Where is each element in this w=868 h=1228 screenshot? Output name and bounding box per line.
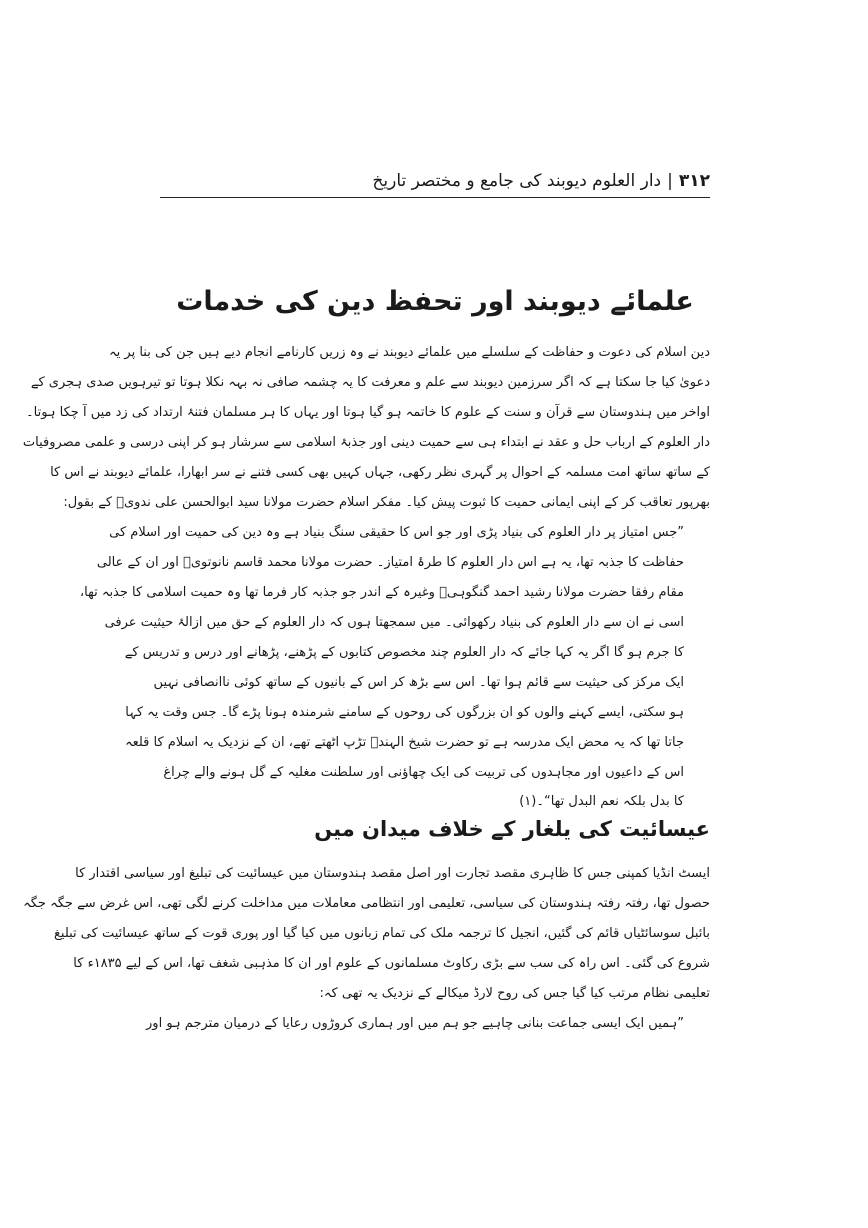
quote-line: مقام رفقا حضرت مولانا رشید احمد گنگوہیؒ وغیرہ کے اندر جو جذبہ کار فرما تھا وہ حمیت اسلامی کا جذبہ تھا، — [79, 585, 684, 600]
quote-line: ایک مرکز کی حیثیت سے قائم ہوا تھا۔ اس سے بڑھ کر اس کے بانیوں کے ساتھ کوئی ناانصافی نہیں — [153, 675, 684, 690]
book-title: دار العلوم دیوبند کی جامع و مختصر تاریخ — [372, 171, 662, 191]
page-number: ۳۱۲ — [678, 171, 710, 191]
quote-line: اسی نے ان سے دار العلوم کی بنیاد رکھوائی۔ میں سمجھتا ہوں کہ دار العلوم کے حق میں ازالۂ حیثیت عرفی — [104, 615, 684, 630]
quote-line: ہو سکتی، ایسے کہنے والوں کو ان بزرگوں کی روحوں کے سامنے شرمندہ ہونا پڑے گا۔ جس وقت یہ کہا — [125, 705, 684, 720]
paragraph-line: دعویٰ کیا جا سکتا ہے کہ اگر سرزمین دیوبند سے علم و معرفت کا یہ چشمہ صافی نہ بہہ نکلا ہوتا تو تیرہویں صدی ہجری کے — [30, 375, 710, 390]
quote-line: جاتا تھا کہ یہ محض ایک مدرسہ ہے تو حضرت شیخ الہندؒ تڑپ اٹھتے تھے، ان کے نزدیک یہ اسلام کا قلعہ — [124, 735, 684, 750]
quote-line: کا بدل بلکہ نعم البدل تھا“۔(۱) — [519, 794, 684, 809]
paragraph-line: دین اسلام کی دعوت و حفاظت کے سلسلے میں علمائے دیوبند نے وہ زریں کارنامے انجام دیے ہیں جن کی بنا پر یہ — [109, 345, 710, 360]
chapter-title: علمائے دیوبند اور تحفظ دین کی خدمات — [176, 286, 694, 317]
header-rule — [160, 197, 710, 198]
quote-line: ”ہمیں ایک ایسی جماعت بنانی چاہیے جو ہم میں اور ہماری کروڑوں رعایا کے درمیان مترجم ہو اور — [146, 1016, 684, 1031]
paragraph-line: اواخر میں ہندوستان سے قرآن و سنت کے علوم کا خاتمہ ہو گیا ہوتا اور یہاں کا ہر مسلمان فتنۂ ارتداد کی زد میں آ چکا ہوتا۔ — [26, 405, 710, 420]
paragraph-line: کے ساتھ ساتھ امت مسلمہ کے احوال پر گہری نظر رکھی، جہاں کہیں بھی کسی فتنے نے سر ابھارا، علمائے دیوبند نے اس کا — [50, 465, 710, 480]
paragraph-line: بائبل سوسائٹیاں قائم کی گئیں، انجیل کا ترجمہ ملک کی تمام زبانوں میں کیا گیا اور پوری قوت کے ساتھ عیسائیت کی تبلیغ — [53, 926, 710, 941]
header-separator: | — [667, 171, 673, 191]
paragraph-line: دار العلوم کے ارباب حل و عقد نے ابتداء ہی سے حمیت دینی اور جذبۂ اسلامی سے سرشار ہو کر اپنی درسی و علمی مصروفیات — [22, 435, 710, 450]
quote-line: کا جرم ہو گا اگر یہ کہا جائے کہ دار العلوم چند مخصوص کتابوں کے پڑھنے، پڑھانے اور درس و تدریس کے — [124, 645, 684, 660]
paragraph-line: بھرپور تعاقب کر کے اپنی ایمانی حمیت کا ثبوت پیش کیا۔ مفکر اسلام حضرت مولانا سید ابوالحسن علی ندویؒ کے بقول: — [63, 495, 710, 510]
quote-line: ”جس امتیاز پر دار العلوم کی بنیاد پڑی اور جو اس کا حقیقی سنگ بنیاد ہے وہ دین کی حمیت اور اسلام کی — [109, 525, 684, 540]
paragraph-line: شروع کی گئی۔ اس راہ کی سب سے بڑی رکاوٹ مسلمانوں کے علوم اور ان کا مذہبی شغف تھا، اس کے لیے ۱۸۳۵ء کا — [73, 956, 710, 971]
paragraph-line: تعلیمی نظام مرتب کیا گیا جس کی روح لارڈ میکالے کے نزدیک یہ تھی کہ: — [319, 986, 710, 1001]
section-heading: عیسائیت کی یلغار کے خلاف میدان میں — [314, 817, 710, 841]
quote-line: حفاظت کا جذبہ تھا، یہ ہے اس دار العلوم کا طرۂ امتیاز۔ حضرت مولانا محمد قاسم نانوتویؒ اور ان کے عالی — [96, 555, 684, 570]
running-header — [160, 168, 710, 194]
paragraph-line: حصول تھا، رفتہ رفتہ ہندوستان کی سیاسی، تعلیمی اور انتظامی معاملات میں مداخلت کرنے لگی تھی، اس غرض سے جگہ جگہ — [23, 896, 710, 911]
paragraph-line: ایسٹ انڈیا کمپنی جس کا ظاہری مقصد تجارت اور اصل مقصد ہندوستان میں عیسائیت کی تبلیغ اور سیاسی اقتدار کا — [75, 866, 710, 881]
quote-line: اس کے داعیوں اور مجاہدوں کی تربیت کی ایک چھاؤنی اور سلطنت مغلیہ کے گل ہونے والے چراغ — [163, 765, 684, 780]
